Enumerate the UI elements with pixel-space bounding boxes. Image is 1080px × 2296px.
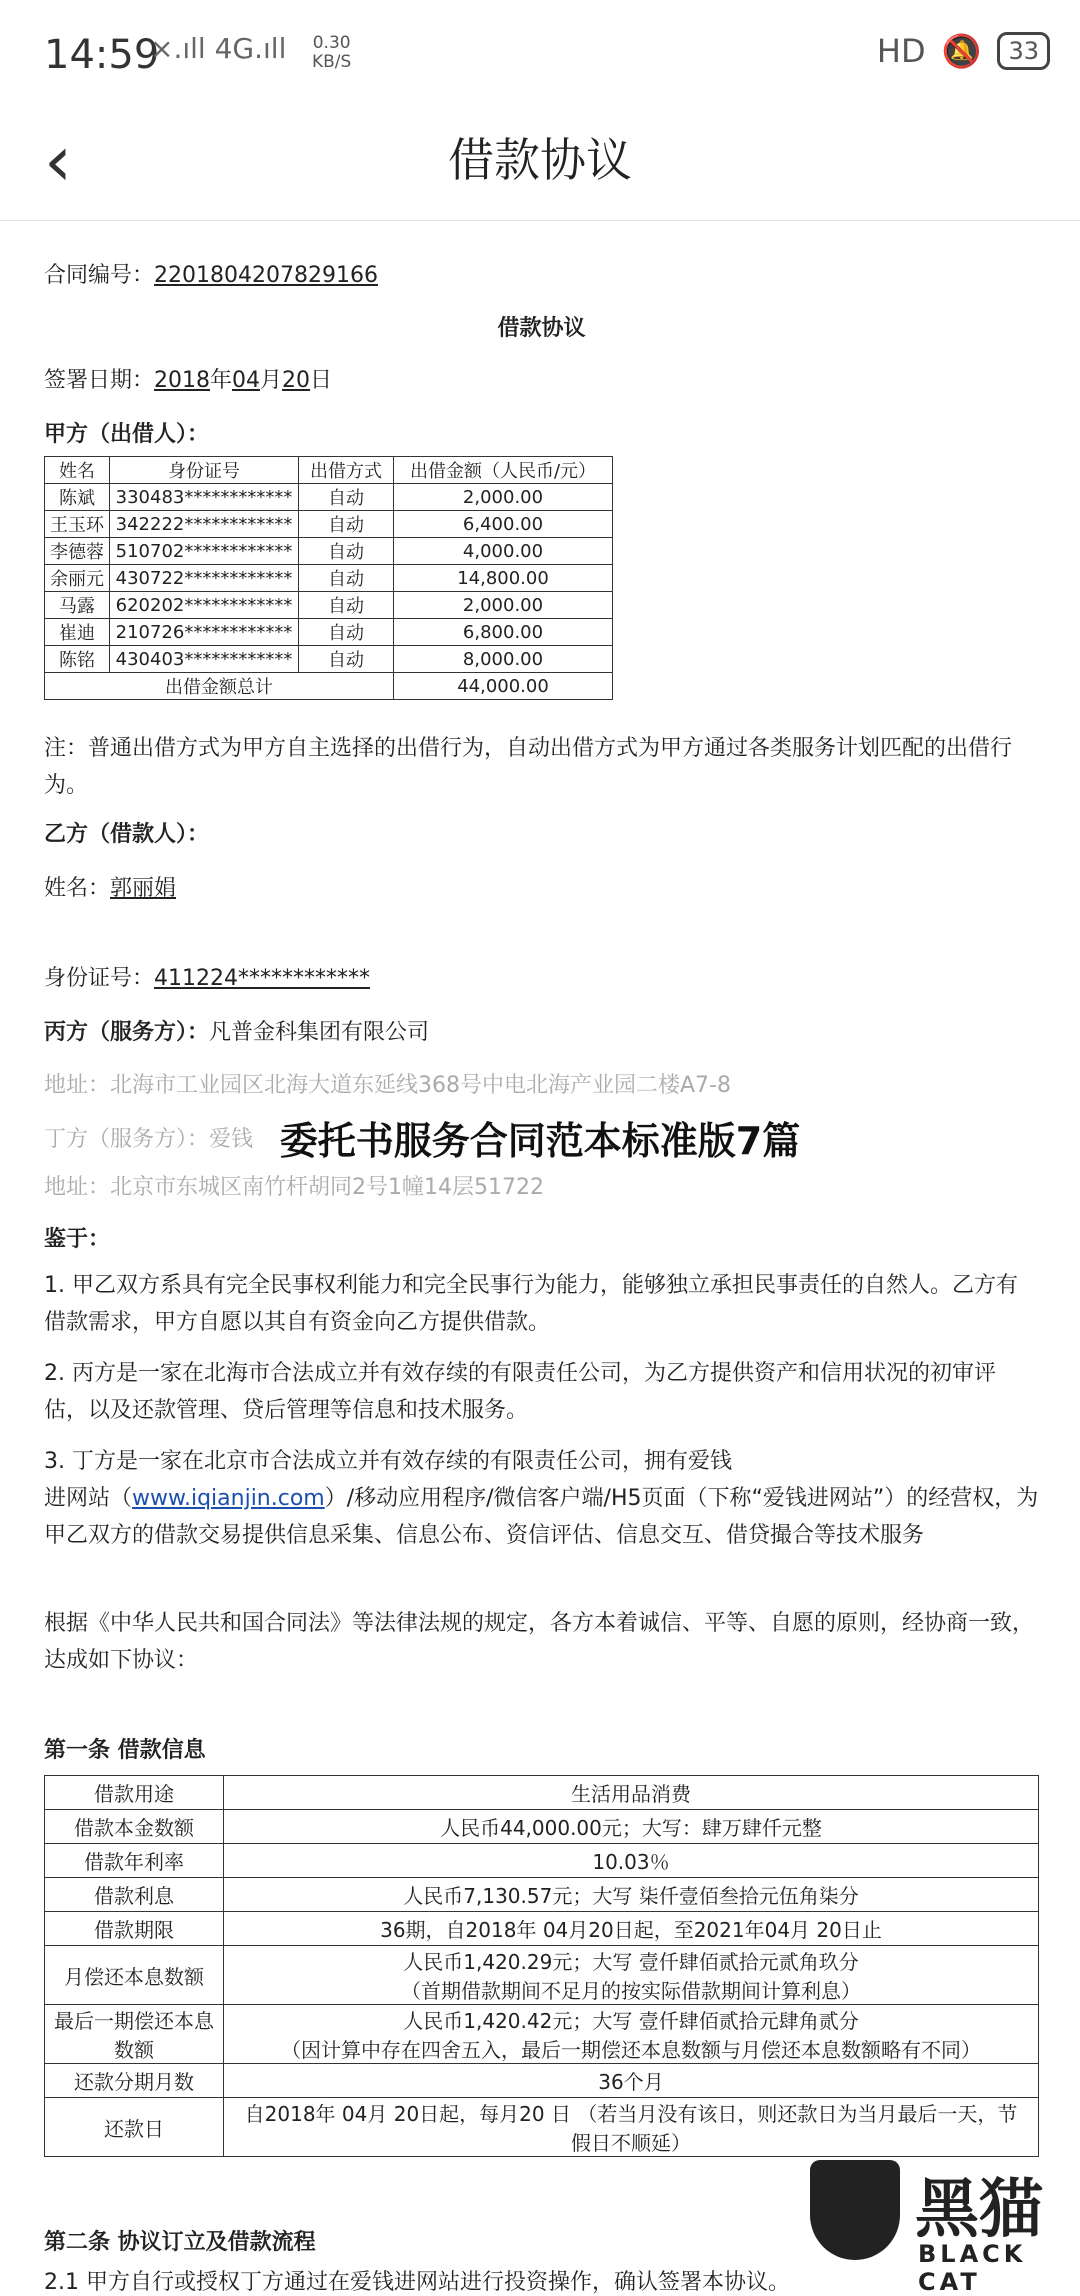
loan-key — [45, 2064, 224, 2098]
whereas-heading: 鉴于： — [44, 1227, 111, 1252]
loan-value-text: 人民币44,000.00元；大写：肆万肆仟元整 — [440, 1816, 822, 1840]
loan-key — [45, 1912, 224, 1946]
loan-key-text: 最后一期偿还本息 — [54, 2009, 214, 2033]
table-cell: 430403************ — [110, 646, 299, 673]
table-cell: 330483************ — [110, 484, 299, 511]
whereas-2: 2. 丙方是一家在北海市合法成立并有效存续的有限责任公司，为乙方提供资产和信用状况的初审评估，以及还款管理、贷后管理等信息和技术服务。 — [44, 1361, 996, 1423]
table-cell: 马露 — [45, 592, 110, 619]
contract-number — [44, 258, 378, 289]
table-row — [45, 484, 613, 511]
id-label: 身份证号： — [44, 966, 155, 991]
table-row — [45, 1810, 1039, 1844]
loan-value — [224, 1912, 1039, 1946]
table-cell: 430722************ — [110, 565, 299, 592]
party-d-address: 地址：北京市东城区南竹杆胡同2号1幢14层51722 — [44, 1175, 544, 1200]
hd-icon: HD — [876, 32, 926, 70]
table-row — [45, 1776, 1039, 1810]
whereas-3b: 进网站（ — [44, 1486, 133, 1511]
loan-key-text: 借款本金数额 — [74, 1816, 194, 1840]
table-row — [45, 619, 613, 646]
table-cell: 王玉环 — [45, 511, 110, 538]
loan-key-text: 数额 — [114, 2038, 154, 2062]
party-d-label: 丁方（服务方）： — [44, 1127, 210, 1152]
loan-key-text: 月偿还本息数额 — [64, 1964, 204, 1989]
table-row — [45, 565, 613, 592]
table-cell: 余丽元 — [45, 565, 110, 592]
loan-key-text: 借款期限 — [94, 1918, 174, 1942]
table-header-row — [45, 457, 613, 484]
table-cell: 6,800.00 — [394, 619, 613, 646]
day-unit: 日 — [310, 368, 333, 393]
party-c-label: 丙方（服务方）： — [44, 1020, 210, 1045]
table-row — [45, 1946, 1039, 2005]
total-label: 出借金额总计 — [45, 673, 394, 700]
table-row — [45, 592, 613, 619]
sign-date-label: 签署日期： — [44, 368, 155, 393]
table-cell: 14,800.00 — [394, 565, 613, 592]
loan-key — [45, 1810, 224, 1844]
month-unit: 月 — [260, 368, 283, 393]
table-row — [45, 2064, 1039, 2098]
network-speed — [312, 34, 351, 72]
whereas-3a: 3. 丁方是一家在北京市合法成立并有效存续的有限责任公司，拥有爱钱 — [44, 1449, 732, 1474]
name-label: 姓名： — [44, 876, 111, 901]
whereas-1: 1. 甲乙双方系具有完全民事权利能力和完全民事行为能力，能够独立承担民事责任的自然人。乙方有借款需求，甲方自愿以其自有资金向乙方提供借款。 — [44, 1273, 1018, 1335]
table-cell: 2,000.00 — [394, 592, 613, 619]
cat-shield-icon — [810, 2160, 900, 2260]
table-header-cell: 身份证号 — [110, 457, 299, 484]
doc-title: 借款协议 — [497, 316, 586, 341]
loan-key-text: 借款利息 — [94, 1884, 174, 1908]
table-cell: 342222************ — [110, 511, 299, 538]
status-bar — [0, 0, 1080, 110]
title-bar — [0, 110, 1080, 221]
loan-key — [45, 2005, 224, 2064]
loan-value-text: （首期借款期间不足月的按实际借款期间计算利息） — [401, 1979, 861, 2003]
table-row — [45, 511, 613, 538]
whereas-3 — [44, 1443, 1039, 1554]
table-cell: 8,000.00 — [394, 646, 613, 673]
loan-key — [45, 1946, 224, 2005]
table-total-row — [45, 673, 613, 700]
loan-value-text: 人民币1,420.29元；大写 壹仟肆佰贰拾元贰角玖分 — [403, 1950, 859, 1974]
battery-icon: 33 — [997, 32, 1050, 70]
loan-value — [224, 1844, 1039, 1878]
table-cell: 自动 — [299, 619, 394, 646]
loan-value — [224, 1946, 1039, 2005]
whereas-3c: ）/移动应用程序/微信客户端/H5页面（下称“爱钱进网站”）的经营权，为甲乙双方的借款交易提供信息采集、信息公布、资信评估、信息交互、借贷撮合等技术服务 — [44, 1486, 1039, 1548]
page-title: 借款协议 — [448, 133, 632, 187]
table-row — [45, 2005, 1039, 2064]
table-row — [45, 2098, 1039, 2157]
table-cell: 李德蓉 — [45, 538, 110, 565]
borrower-name — [44, 871, 176, 902]
loan-value — [224, 2064, 1039, 2098]
contract-number-label: 合同编号： — [44, 263, 155, 288]
loan-value-text: 36期，自2018年 04月20日起，至2021年04月 20日止 — [380, 1918, 882, 1942]
table-cell: 自动 — [299, 592, 394, 619]
table-cell: 陈铭 — [45, 646, 110, 673]
loan-value — [224, 1776, 1039, 1810]
status-right — [877, 32, 1050, 70]
speed-value: 0.30 — [312, 33, 351, 53]
year-unit: 年 — [210, 368, 233, 393]
party-b-heading: 乙方（借款人）： — [44, 822, 210, 847]
table-cell: 620202************ — [110, 592, 299, 619]
logo-subtext: BLACK CAT — [918, 2240, 1027, 2296]
party-c-value: 凡普金科集团有限公司 — [209, 1020, 430, 1045]
signal-icon: ×.ıll 4G.ıll — [150, 32, 287, 65]
table-cell: 自动 — [299, 484, 394, 511]
loan-value-text: 自2018年 04月 20日起，每月20 日 （若当月没有该日，则还款日为当月最后一天，节 — [244, 2102, 1018, 2126]
table-row — [45, 1878, 1039, 1912]
table-header-cell: 出借金额（人民币/元） — [394, 457, 613, 484]
loan-value-text: 假日不顺延） — [571, 2131, 691, 2155]
loan-value-text: 生活用品消费 — [571, 1782, 691, 1806]
sign-date — [44, 363, 332, 394]
article-1-heading: 第一条 借款信息 — [44, 1738, 206, 1763]
loan-key — [45, 2098, 224, 2157]
party-a-heading: 甲方（出借人）： — [44, 422, 210, 447]
loan-key-text: 借款用途 — [94, 1782, 174, 1806]
loan-key — [45, 1878, 224, 1912]
table-cell: 6,400.00 — [394, 511, 613, 538]
whereas-4: 根据《中华人民共和国合同法》等法律法规的规定，各方本着诚信、平等、自愿的原则，经协商一致，达成如下协议： — [44, 1611, 1035, 1673]
table-cell: 陈斌 — [45, 484, 110, 511]
table-cell: 510702************ — [110, 538, 299, 565]
name-value: 郭丽娟 — [110, 876, 177, 901]
party-d-value: 爱钱 — [209, 1127, 254, 1152]
loan-value — [224, 2005, 1039, 2064]
black-cat-logo — [790, 2150, 1080, 2296]
status-time: 14:59 — [44, 32, 160, 78]
table-cell: 自动 — [299, 565, 394, 592]
loan-key-text: 还款日 — [104, 2116, 164, 2141]
speed-unit: KB/S — [312, 52, 352, 72]
loan-info-table — [44, 1775, 1039, 2157]
total-value: 44,000.00 — [394, 673, 613, 700]
party-c — [44, 1015, 429, 1046]
date-year: 2018 — [154, 368, 211, 393]
id-value: 411224************ — [154, 966, 370, 991]
date-month: 04 — [232, 368, 261, 393]
lenders-table — [44, 456, 613, 700]
loan-key-text: 还款分期月数 — [74, 2070, 194, 2094]
loan-key — [45, 1844, 224, 1878]
chevron-left-icon[interactable]: ‹ — [44, 120, 72, 202]
contract-number-value: 2201804207829166 — [154, 263, 378, 288]
loan-value-text: 人民币7,130.57元；大写 柒仟壹佰叁拾元伍角柒分 — [403, 1884, 859, 1908]
watermark-title: 委托书服务合同范本标准版7篇 — [279, 1119, 801, 1163]
loan-value-text: 人民币1,420.42元；大写 壹仟肆佰贰拾元肆角贰分 — [403, 2009, 859, 2033]
logo-text: 黑猫 — [915, 2173, 1043, 2247]
table-row — [45, 538, 613, 565]
table-cell: 崔迪 — [45, 619, 110, 646]
table-header-cell: 姓名 — [45, 457, 110, 484]
note: 注：普通出借方式为甲方自主选择的出借行为，自动出借方式为甲方通过各类服务计划匹配的出借行为。 — [44, 736, 1013, 798]
table-cell: 自动 — [299, 538, 394, 565]
party-c-address: 地址：北海市工业园区北海大道东延线368号中电北海产业园二楼A7-8 — [44, 1073, 731, 1098]
loan-key-text: 借款年利率 — [84, 1850, 184, 1874]
table-row — [45, 1912, 1039, 1946]
table-header-cell: 出借方式 — [299, 457, 394, 484]
table-cell: 4,000.00 — [394, 538, 613, 565]
loan-value — [224, 1878, 1039, 1912]
iqianjin-link[interactable]: www.iqianjin.com — [132, 1486, 325, 1511]
article-2-heading: 第二条 协议订立及借款流程 — [44, 2230, 316, 2255]
loan-value-text: 36个月 — [598, 2070, 664, 2094]
table-row — [45, 646, 613, 673]
table-row — [45, 1844, 1039, 1878]
mute-icon: 🔕 — [941, 32, 982, 70]
loan-key — [45, 1776, 224, 1810]
table-cell: 210726************ — [110, 619, 299, 646]
table-cell: 自动 — [299, 646, 394, 673]
loan-value-text: （因计算中存在四舍五入，最后一期偿还本息数额与月偿还本息数额略有不同） — [281, 2038, 981, 2062]
table-cell: 2,000.00 — [394, 484, 613, 511]
table-cell: 自动 — [299, 511, 394, 538]
loan-value-text: 10.03％ — [592, 1850, 670, 1874]
article-2-1: 2.1 甲方自行或授权丁方通过在爱钱进网站进行投资操作，确认签署本协议。 — [44, 2270, 790, 2295]
borrower-id — [44, 961, 370, 992]
date-day: 20 — [282, 368, 311, 393]
loan-value — [224, 2098, 1039, 2157]
loan-value — [224, 1810, 1039, 1844]
